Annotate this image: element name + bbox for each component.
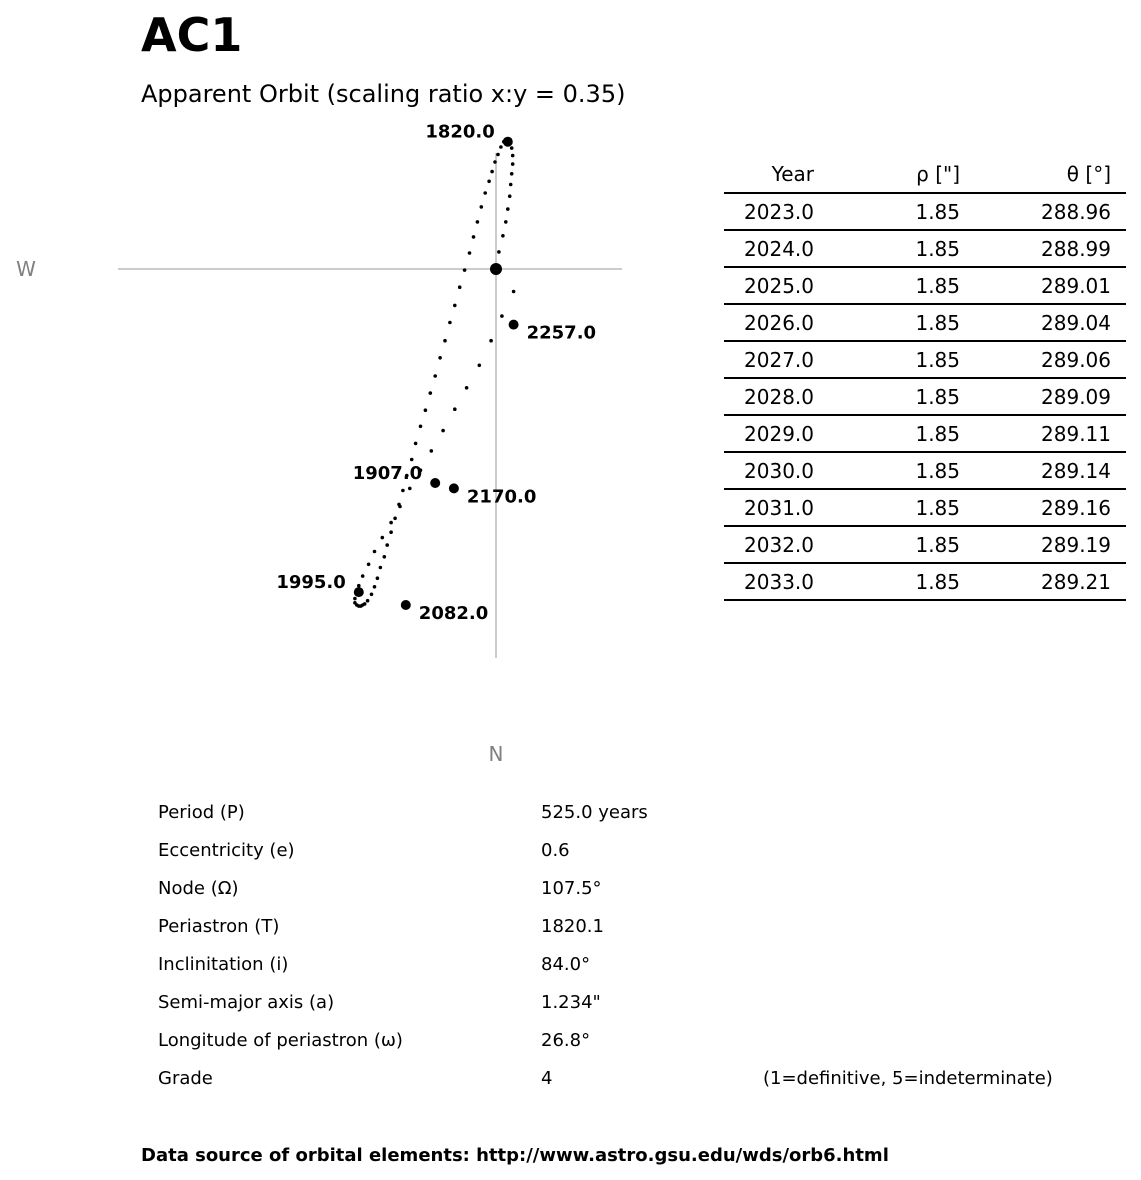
table-padding: [1111, 341, 1126, 378]
orbit-point: [443, 339, 447, 343]
grade-note: (1=definitive, 5=indeterminate): [763, 1068, 1053, 1089]
orbit-point: [408, 487, 412, 491]
table-padding: [1111, 526, 1126, 563]
element-value: 525.0 years: [541, 802, 648, 823]
orbit-point: [468, 251, 472, 255]
orbit-point: [389, 530, 393, 534]
orbit-point: [393, 517, 397, 521]
west-direction-label: W: [16, 257, 36, 281]
orbit-point: [501, 234, 505, 238]
ephemeris-row: [724, 526, 1126, 563]
table-padding: [1111, 415, 1126, 452]
orbit-point: [510, 172, 514, 176]
orbit-point: [472, 235, 476, 239]
orbit-point: [419, 425, 423, 429]
orbit-point: [480, 205, 484, 209]
orbit-point: [373, 585, 377, 589]
position-angle-cell: 289.04: [960, 304, 1111, 341]
position-angle-cell: 289.01: [960, 267, 1111, 304]
ephemeris-row: [724, 230, 1126, 267]
orbit-point: [499, 145, 503, 149]
orbit-point: [398, 505, 402, 509]
year-cell: 2027.0: [724, 341, 814, 378]
epoch-label: 1820.0: [425, 121, 495, 143]
year-column-header: Year: [724, 156, 814, 193]
year-cell: 2033.0: [724, 563, 814, 600]
orbit-point: [487, 180, 491, 184]
element-value: 0.6: [541, 840, 570, 861]
element-name: Longitude of periastron (ω): [158, 1030, 403, 1051]
position-angle-cell: 289.16: [960, 489, 1111, 526]
epoch-marker: [449, 483, 459, 493]
ephemeris-row: [724, 489, 1126, 526]
element-name: Node (Ω): [158, 878, 239, 899]
orbit-point: [453, 304, 457, 308]
orbit-point: [458, 285, 462, 289]
orbit-point: [511, 162, 515, 166]
epoch-label: 2257.0: [526, 322, 597, 344]
separation-cell: 1.85: [814, 378, 960, 415]
orbit-point: [465, 386, 469, 390]
year-cell: 2028.0: [724, 378, 814, 415]
element-value: 26.8°: [541, 1030, 591, 1051]
orbit-point: [367, 563, 371, 567]
chart-title: AC1: [141, 8, 243, 62]
orbit-point: [496, 153, 500, 157]
year-cell: 2023.0: [724, 193, 814, 230]
orbit-point: [361, 574, 365, 578]
orbit-point: [510, 146, 514, 150]
epoch-label: 2082.0: [418, 603, 489, 624]
element-name: Period (P): [158, 802, 245, 823]
orbit-point: [441, 429, 445, 433]
separation-cell: 1.85: [814, 341, 960, 378]
primary-star-marker: [490, 263, 502, 275]
data-source-note: Data source of orbital elements: http://www.astro.gsu.edu/wds/orb6.html: [141, 1145, 889, 1166]
orbit-point: [489, 339, 493, 343]
year-cell: 2024.0: [724, 230, 814, 267]
separation-cell: 1.85: [814, 526, 960, 563]
table-padding: [1111, 489, 1126, 526]
ephemeris-row: [724, 341, 1126, 378]
element-value: 4: [541, 1068, 553, 1089]
ephemeris-body: [724, 193, 1126, 600]
ephemeris-row: [724, 193, 1126, 230]
element-value: 84.0°: [541, 954, 591, 975]
separation-cell: 1.85: [814, 489, 960, 526]
separation-cell: 1.85: [814, 193, 960, 230]
year-cell: 2026.0: [724, 304, 814, 341]
orbit-point: [448, 321, 452, 325]
orbit-point: [385, 543, 389, 547]
year-cell: 2029.0: [724, 415, 814, 452]
separation-cell: 1.85: [814, 230, 960, 267]
table-padding: [1111, 378, 1126, 415]
orbit-point: [504, 220, 508, 224]
north-direction-label: N: [488, 742, 504, 766]
orbit-point: [476, 220, 480, 224]
table-padding: [1111, 230, 1126, 267]
table-padding: [1111, 304, 1126, 341]
ephemeris-table: [724, 156, 1126, 601]
ephemeris-row: [724, 452, 1126, 489]
position-angle-cell: 289.19: [960, 526, 1111, 563]
epoch-markers: [276, 122, 596, 624]
orbit-point: [483, 191, 487, 195]
orbit-point: [353, 601, 357, 605]
separation-cell: 1.85: [814, 415, 960, 452]
year-cell: 2032.0: [724, 526, 814, 563]
orbit-point: [497, 250, 501, 254]
separation-cell: 1.85: [814, 563, 960, 600]
chart-subtitle: Apparent Orbit (scaling ratio x:y = 0.35): [141, 80, 626, 108]
ephemeris-row: [724, 563, 1126, 600]
table-padding: [1111, 267, 1126, 304]
orbit-point: [433, 374, 437, 378]
orbit-point: [463, 268, 467, 272]
position-angle-cell: 289.06: [960, 341, 1111, 378]
ephemeris-row: [724, 378, 1126, 415]
orbit-trace: [353, 139, 515, 608]
orbit-point: [511, 154, 515, 158]
epoch-marker: [430, 478, 440, 488]
element-value: 1820.1: [541, 916, 604, 937]
element-value: 107.5°: [541, 878, 602, 899]
table-padding: [1111, 452, 1126, 489]
element-name: Grade: [158, 1068, 213, 1089]
orbit-point: [357, 584, 361, 588]
element-name: Eccentricity (e): [158, 840, 295, 861]
element-name: Inclinitation (i): [158, 954, 289, 975]
position-angle-column-header: θ [°]: [960, 156, 1111, 193]
orbit-point: [376, 576, 380, 580]
orbit-point: [379, 566, 383, 570]
separation-cell: 1.85: [814, 304, 960, 341]
position-angle-cell: 289.14: [960, 452, 1111, 489]
year-cell: 2025.0: [724, 267, 814, 304]
epoch-marker: [509, 320, 519, 330]
orbit-point: [508, 194, 512, 198]
element-name: Periastron (T): [158, 916, 280, 937]
orbit-point: [512, 290, 516, 294]
position-angle-cell: 289.11: [960, 415, 1111, 452]
position-angle-cell: 289.09: [960, 378, 1111, 415]
ephemeris-row: [724, 415, 1126, 452]
table-padding: [1111, 156, 1126, 193]
orbit-point: [453, 407, 457, 411]
epoch-label: 2170.0: [466, 486, 537, 508]
separation-cell: 1.85: [814, 452, 960, 489]
orbit-point: [373, 550, 377, 554]
orbit-point: [389, 521, 393, 525]
epoch-marker: [503, 137, 513, 147]
position-angle-cell: 289.21: [960, 563, 1111, 600]
table-padding: [1111, 193, 1126, 230]
orbit-point: [381, 536, 385, 540]
orbit-point: [401, 489, 405, 493]
year-cell: 2030.0: [724, 452, 814, 489]
orbit-point: [500, 314, 504, 318]
orbit-point: [424, 408, 428, 412]
ephemeris-header-row: [724, 156, 1126, 193]
year-cell: 2031.0: [724, 489, 814, 526]
orbit-point: [383, 555, 387, 559]
orbit-point: [410, 458, 414, 462]
element-name: Semi-major axis (a): [158, 992, 335, 1013]
ephemeris-row: [724, 267, 1126, 304]
element-value: 1.234": [541, 992, 601, 1013]
orbit-point: [414, 442, 418, 446]
position-angle-cell: 288.96: [960, 193, 1111, 230]
orbit-point: [490, 170, 494, 174]
epoch-label: 1995.0: [276, 572, 346, 594]
epoch-marker: [401, 600, 411, 610]
orbit-plot: [0, 121, 680, 780]
separation-column-header: ρ ["]: [814, 156, 960, 193]
orbit-point: [366, 599, 370, 603]
orbit-point: [370, 593, 374, 597]
orbit-point: [438, 356, 442, 360]
ephemeris-row: [724, 304, 1126, 341]
epoch-marker: [354, 587, 364, 597]
position-angle-cell: 288.99: [960, 230, 1111, 267]
orbit-point: [509, 183, 513, 187]
separation-cell: 1.85: [814, 267, 960, 304]
orbit-point: [430, 449, 434, 453]
orbit-point: [493, 160, 497, 164]
orbit-point: [506, 207, 510, 211]
epoch-label: 1907.0: [352, 463, 423, 484]
table-padding: [1111, 563, 1126, 600]
orbit-point: [429, 391, 433, 395]
orbit-point: [353, 597, 357, 601]
orbit-point: [478, 364, 482, 368]
